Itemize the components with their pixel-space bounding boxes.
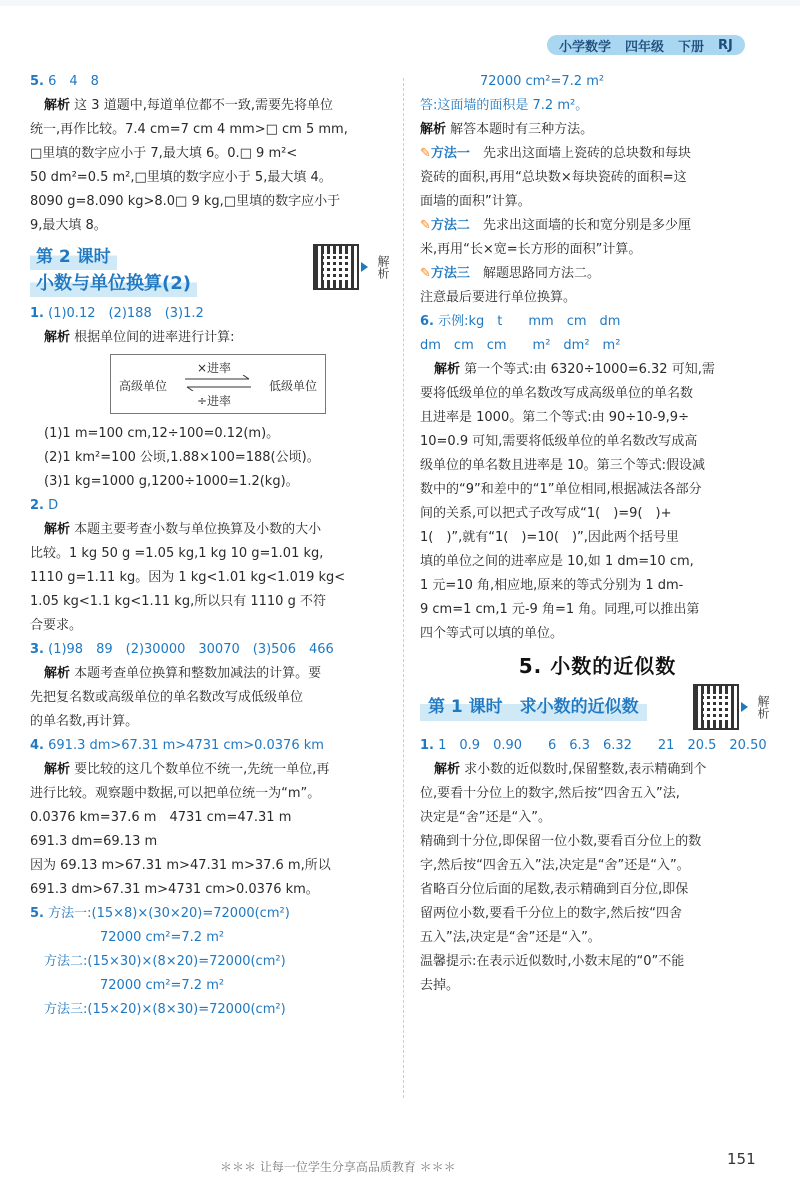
q1-text-line: (3)1 kg=1000 g,1200÷1000=1.2(kg)。: [44, 474, 299, 489]
qr-code-block[interactable]: [693, 684, 775, 730]
q3-text-line: 先把复名数或高级单位的单名数改写成低级单位: [30, 690, 304, 705]
q6-text-line: 1 元=10 角,相应地,原来的等式分别为 1 dm-: [420, 578, 684, 593]
r1-text-line: 留两位小数,要看千分位上的数字,然后按“四舍: [420, 906, 682, 921]
lightbulb-icon: ✎: [420, 218, 431, 233]
r1-answer: [420, 734, 775, 758]
q4-text-line: 0.0376 km=37.6 m 4731 cm=47.31 m: [30, 810, 292, 825]
method1-text: 面墙的面积”计算。: [420, 194, 531, 209]
q6-text-line: 级单位的单名数且进率是 10。第三个等式:假设减: [420, 458, 706, 473]
q6-text-line: 要将低级单位的单名数改写成高级单位的单名数: [420, 386, 694, 401]
q2-number: 2.: [30, 498, 44, 513]
header-volume: 下册: [678, 39, 705, 55]
q6-text-line: 9 cm=1 cm,1 元-9 角=1 角。同理,可以推出第: [420, 602, 700, 617]
qr-code-block[interactable]: [313, 244, 395, 290]
q5b-method3: 方法三:(15×20)×(8×30)=72000(cm²): [44, 1002, 286, 1017]
q5-text-line: 统一,再作比较。7.4 cm=7 cm 4 mm>□ cm 5 mm,: [30, 122, 348, 137]
method3-label-text: 方法三: [430, 266, 470, 281]
area-result-line: 72000 cm²=7.2 m²: [480, 74, 605, 89]
unit-conversion-diagram: [110, 354, 326, 414]
play-icon: [361, 262, 368, 272]
q6-text-line: 填的单位之间的进率应是 10,如 1 dm=10 cm,: [420, 554, 694, 569]
q1-text-line: (2)1 km²=100 公顷,1.88×100=188(公顷)。: [44, 450, 320, 465]
q6-answer-text: dm cm cm m² dm² m²: [420, 338, 621, 353]
right-column: [420, 70, 775, 998]
r1-text-line: 温馨提示:在表示近似数时,小数末尾的“0”不能: [420, 954, 685, 969]
q6-text-line: 10=0.9 可知,需要将低级单位的单名数改写成高: [420, 434, 698, 449]
header-badge: [547, 35, 745, 55]
qr-label: 解析: [756, 695, 770, 719]
q6-text-line: 且进率是 1000。第二个等式:由 90÷10-9,9÷: [420, 410, 689, 425]
q1-jiexi-line: [30, 326, 395, 350]
diagram-top-label: ×进率: [197, 361, 232, 375]
header-edition: RJ: [718, 37, 733, 53]
q5-text-line: 9,最大填 8。: [30, 218, 107, 233]
q5-answer-text: 6 4 8: [48, 74, 99, 89]
jiexi-label: 解析: [44, 330, 71, 345]
q3-answer: [30, 638, 395, 662]
q2-text-line: 比较。1 kg 50 g =1.05 kg,1 kg 10 g=1.01 kg,: [30, 546, 324, 561]
q5-text-line: 这 3 道题中,每道单位都不一致,需要先将单位: [74, 98, 333, 113]
q3-text-line: 本题考查单位换算和整数加减法的计算。要: [74, 666, 322, 681]
q3-jiexi-line: [30, 662, 395, 686]
q3-number: 3.: [30, 642, 44, 657]
r1-text-line: 省略百分位后面的尾数,表示精确到百分位,即保: [420, 882, 689, 897]
method1-label: [420, 146, 470, 161]
q4-text-line: 因为 69.13 m>67.31 m>47.31 m>37.6 m,所以: [30, 858, 331, 873]
method1-text: 先求出这面墙上瓷砖的总块数和每块: [482, 146, 691, 161]
q6-text-line: 第一个等式:由 6320÷1000=6.32 可知,需: [464, 362, 715, 377]
method3-label: [420, 266, 470, 281]
q1-answer-text: (1)0.12 (2)188 (3)1.2: [48, 306, 204, 321]
q4-text-line: 691.3 dm>67.31 m>4731 cm>0.0376 km。: [30, 882, 319, 897]
header-grade: 四年级: [625, 39, 665, 55]
q4-text-line: 进行比较。观察题中数据,可以把单位统一为“m”。: [30, 786, 321, 801]
q1-jiexi-text: 根据单位间的进率进行计算:: [74, 330, 235, 345]
diagram-bottom-label: ÷进率: [197, 394, 232, 408]
q5-number: 5.: [30, 74, 44, 89]
q6-answer: [420, 310, 775, 334]
q4-answer: [30, 734, 395, 758]
lesson-title: 第 1 课时 求小数的近似数: [420, 693, 647, 721]
q6-jiexi-line: [420, 358, 775, 382]
r1-text-line: 求小数的近似数时,保留整数,表示精确到个: [464, 762, 707, 777]
jiexi-label: 解析: [434, 762, 461, 777]
q5-text-line: 8090 g=8.090 kg>8.0□ 9 kg,□里填的数字应小于: [30, 194, 341, 209]
qr-code-icon[interactable]: [693, 684, 739, 730]
unit-title: 5. 小数的近似数: [518, 654, 677, 678]
q2-text-line: 本题主要考查小数与单位换算及小数的大小: [74, 522, 322, 537]
double-arrow-icon: [185, 375, 251, 391]
left-column: [30, 70, 395, 1022]
footer-slogan: ＊＊＊ 让每一位学生分享高品质教育 ＊＊＊: [220, 1160, 456, 1174]
q5b-result-line: 72000 cm²=7.2 m²: [100, 930, 225, 945]
r1-text-line: 位,要看十分位上的数字,然后按“四舍五入”法,: [420, 786, 680, 801]
r1-number: 1.: [420, 738, 434, 753]
diagram-low-unit: 低级单位: [268, 379, 317, 393]
q3-text-line: 的单名数,再计算。: [30, 714, 139, 729]
method2-text: 米,再用“长×宽=长方形的面积”计算。: [420, 242, 642, 257]
q5-jiexi-line: [30, 94, 395, 118]
q1-text-line: (1)1 m=100 cm,12÷100=0.12(m)。: [44, 426, 280, 441]
lightbulb-icon: ✎: [420, 266, 431, 281]
q2-text-line: 合要求。: [30, 618, 83, 633]
q2-text-line: 1110 g=1.11 kg。因为 1 kg<1.01 kg<1.019 kg<: [30, 570, 346, 585]
q4-text-line: 要比较的这几个数单位不统一,先统一单位,再: [74, 762, 330, 777]
play-icon: [741, 702, 748, 712]
q5b-method1: 方法一:(15×8)×(30×20)=72000(cm²): [48, 906, 290, 921]
page-number: 151: [727, 1150, 756, 1168]
q2-answer-text: D: [48, 498, 59, 513]
jiexi-label: 解析: [44, 762, 71, 777]
q6-text-line: 1( )”,就有“1( )=10( )”,因此两个括号里: [420, 530, 679, 545]
q6-text-line: 四个等式可以填的单位。: [420, 626, 564, 641]
header-subject: 小学数学: [559, 39, 612, 55]
method1-text: 瓷砖的面积,再用“总块数×每块瓷砖的面积=这: [420, 170, 687, 185]
r1-text-line: 精确到十分位,即保留一位小数,要看百分位上的数: [420, 834, 702, 849]
q3-answer-text: (1)98 89 (2)30000 30070 (3)506 466: [48, 642, 334, 657]
lesson-name: 小数与单位换算(2): [30, 271, 197, 297]
method2-label-text: 方法二: [430, 218, 470, 233]
qr-label: 解析: [376, 255, 390, 279]
method2-line: [420, 214, 775, 238]
q2-answer: [30, 494, 395, 518]
q5-answer: [30, 70, 395, 94]
q5-text-line: 50 dm²=0.5 m²,□里填的数字应小于 5,最大填 4。: [30, 170, 332, 185]
method2-text: 先求出这面墙的长和宽分别是多少厘: [482, 218, 691, 233]
r1-text-line: 去掉。: [420, 978, 460, 993]
method3-text: 解题思路同方法二。: [482, 266, 600, 281]
lightbulb-icon: ✎: [420, 146, 431, 161]
r1-jiexi-line: [420, 758, 775, 782]
r1-answer-text: 1 0.9 0.90 6 6.3 6.32 21 20.5 20.50: [438, 738, 767, 753]
qr-code-icon[interactable]: [313, 244, 359, 290]
r1-text-line: 决定是“舍”还是“入”。: [420, 810, 551, 825]
q4-number: 4.: [30, 738, 44, 753]
lesson-header: [420, 684, 775, 730]
jiexi-label: 解析: [44, 522, 71, 537]
q2-text-line: 1.05 kg<1.1 kg<1.11 kg,所以只有 1110 g 不符: [30, 594, 326, 609]
lesson-header: [30, 244, 395, 298]
q6-answer-text: 示例:kg t mm cm dm: [438, 314, 621, 329]
method1-label-text: 方法一: [430, 146, 470, 161]
r1-text-line: 五入”法,决定是“舍”还是“入”。: [420, 930, 601, 945]
lesson-title: [30, 244, 197, 298]
q5b-result-line: 72000 cm²=7.2 m²: [100, 978, 225, 993]
q5b-number: 5.: [30, 906, 44, 921]
top-strip: [0, 0, 800, 6]
jiexi-label: 解析: [434, 362, 461, 377]
q6-text-line: 间的关系,可以把式子改写成“1( )=9( )+: [420, 506, 672, 521]
jx-intro-line: [420, 118, 775, 142]
jiexi-label: 解析: [420, 122, 447, 137]
q5b-method2: 方法二:(15×30)×(8×20)=72000(cm²): [44, 954, 286, 969]
q5-text-line: □里填的数字应小于 7,最大填 6。0.□ 9 m²<: [30, 146, 298, 161]
note-line: 注意最后要进行单位换算。: [420, 290, 577, 305]
q2-jiexi-line: [30, 518, 395, 542]
q1-answer: [30, 302, 395, 326]
q4-jiexi-line: [30, 758, 395, 782]
lesson-number: 第 2 课时: [30, 244, 117, 270]
method2-label: [420, 218, 470, 233]
method1-line: [420, 142, 775, 166]
answer-line: 答:这面墙的面积是 7.2 m²。: [420, 98, 589, 113]
q4-text-line: 691.3 dm=69.13 m: [30, 834, 158, 849]
column-divider: [403, 78, 404, 1098]
jiexi-label: 解析: [44, 666, 71, 681]
diagram-high-unit: 高级单位: [119, 379, 168, 393]
method3-line: [420, 262, 775, 286]
jx-intro-text: 解答本题时有三种方法。: [450, 122, 594, 137]
jiexi-label: 解析: [44, 98, 71, 113]
q4-answer-text: 691.3 dm>67.31 m>4731 cm>0.0376 km: [48, 738, 324, 753]
q6-number: 6.: [420, 314, 434, 329]
q6-text-line: 数中的“9”和差中的“1”单位相同,根据减法各部分: [420, 482, 702, 497]
r1-text-line: 字,然后按“四舍五入”法,决定是“舍”还是“入”。: [420, 858, 690, 873]
q5b-method-line: [30, 902, 395, 926]
q1-number: 1.: [30, 306, 44, 321]
